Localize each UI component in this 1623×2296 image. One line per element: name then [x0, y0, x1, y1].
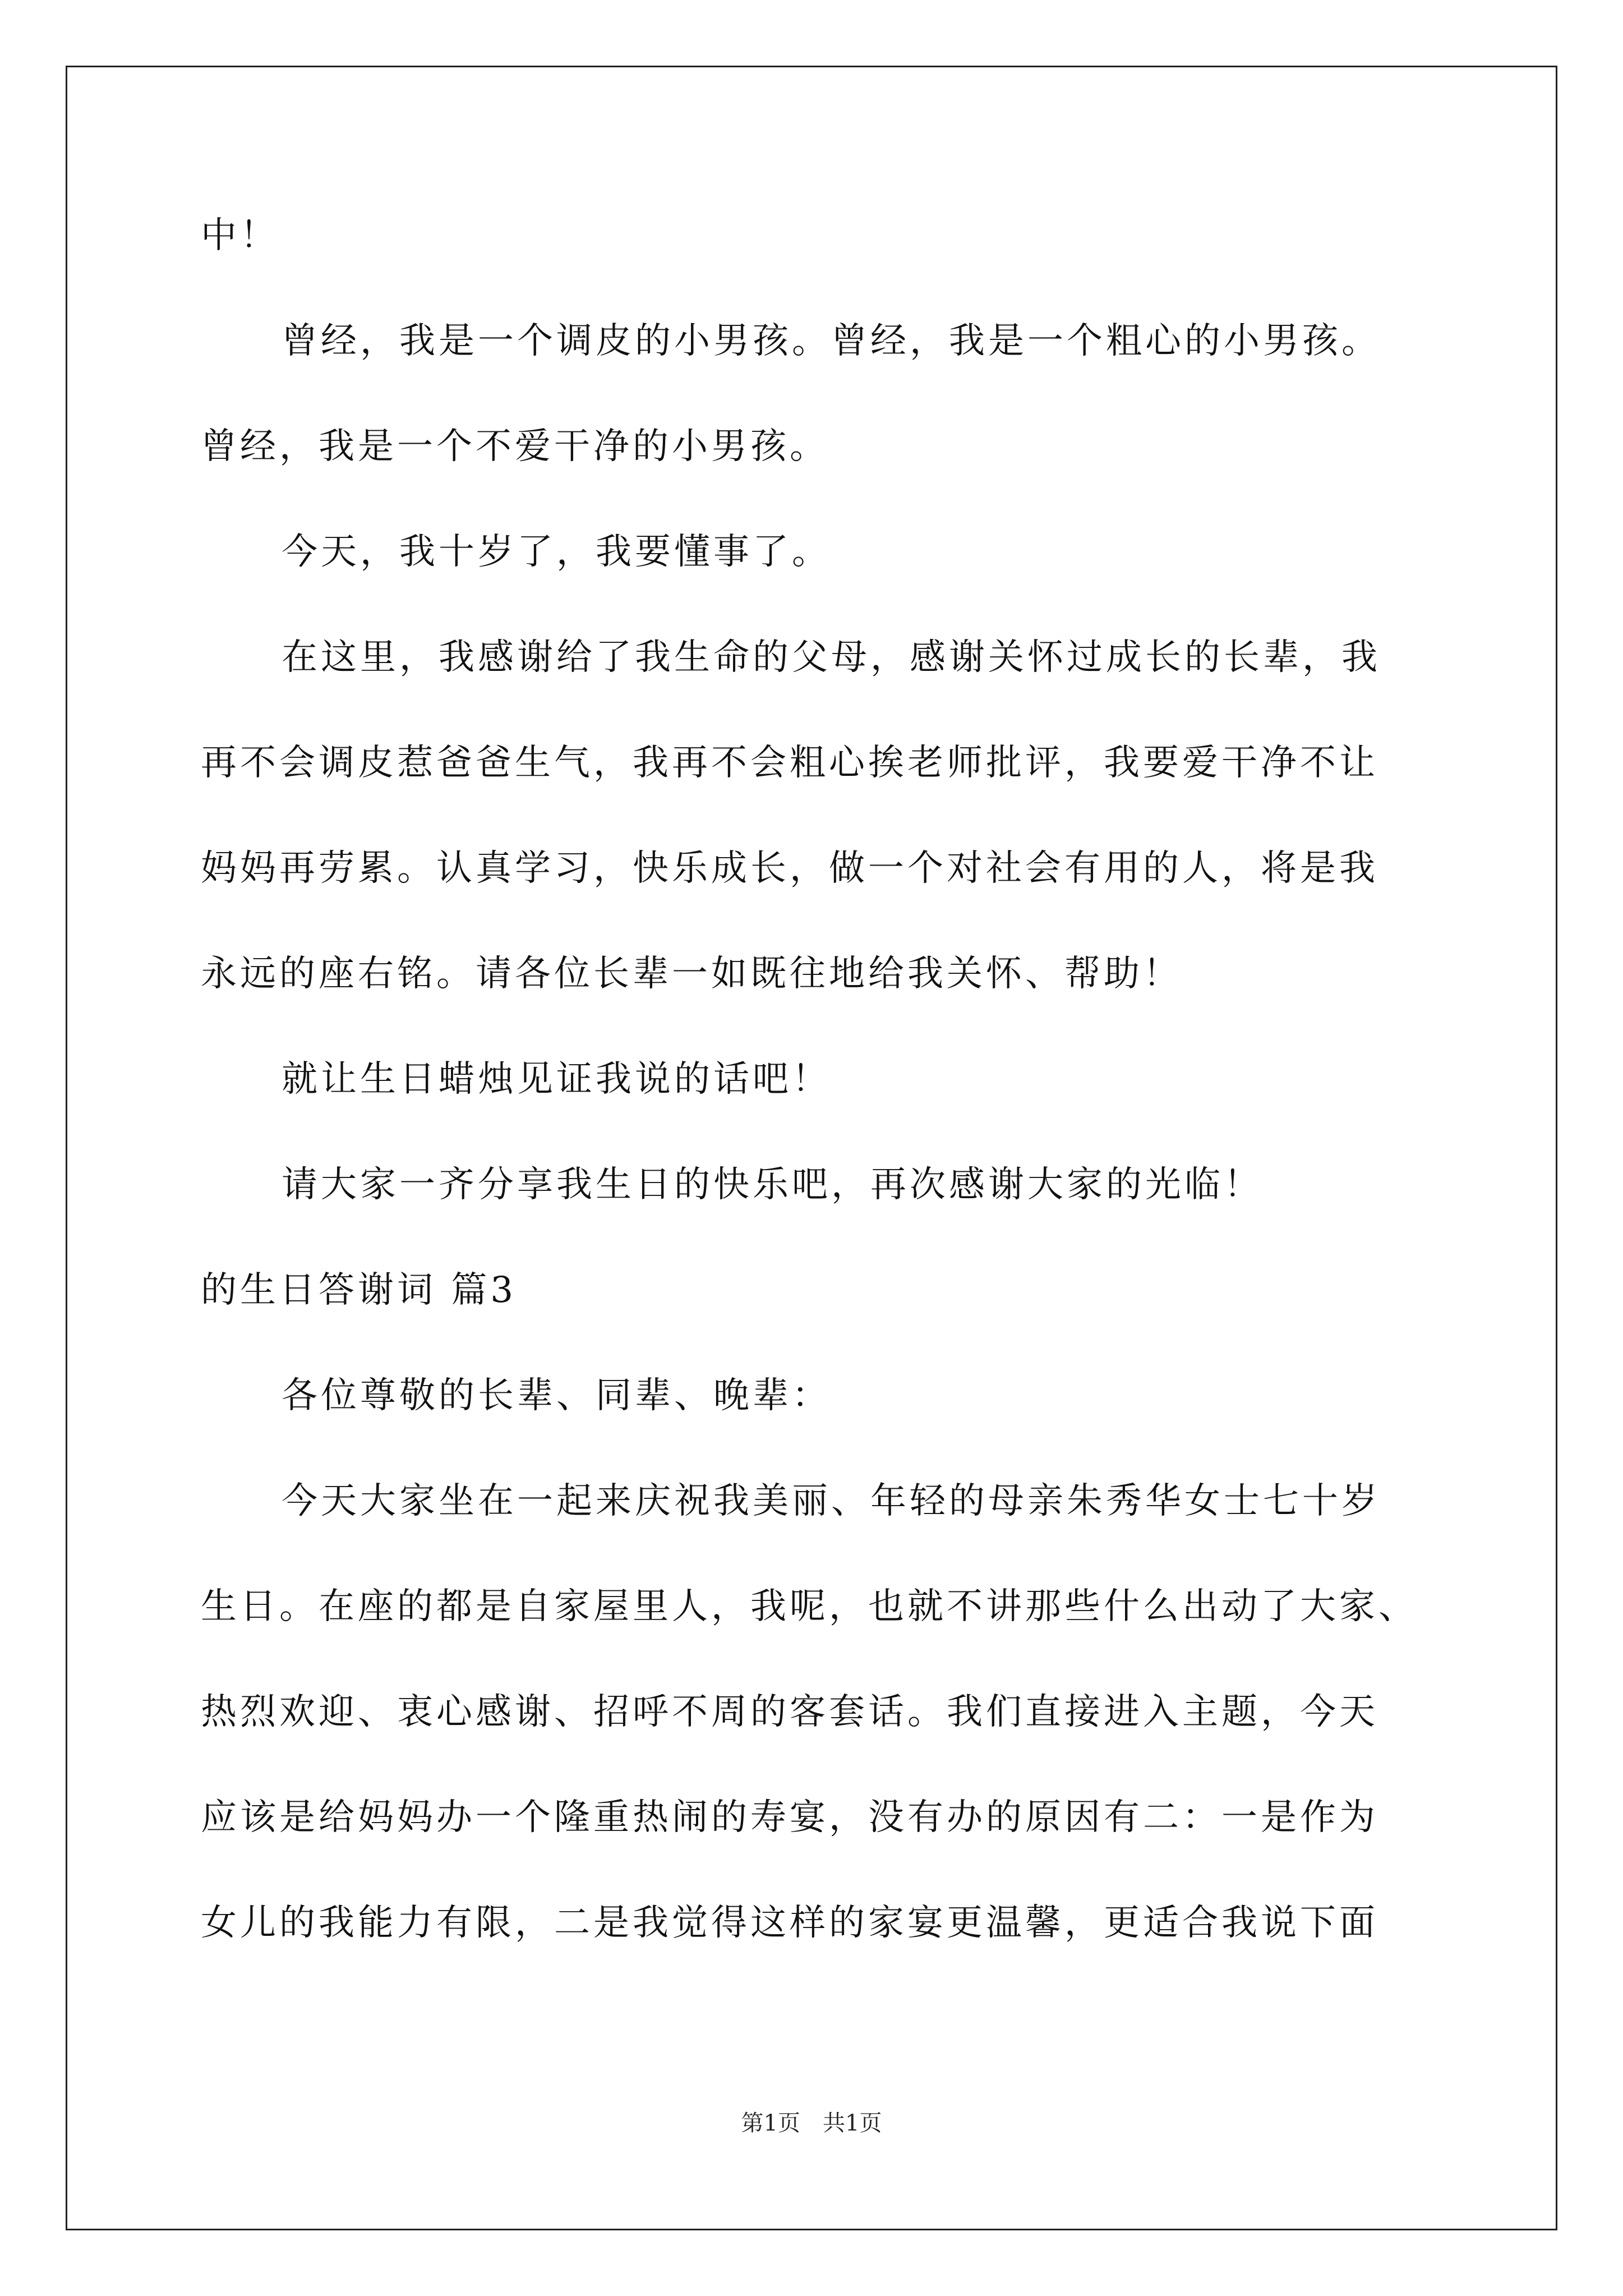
text-line: 女儿的我能力有限，二是我觉得这样的家宴更温馨，更适合我说下面: [201, 1902, 1378, 1944]
text-line: 永远的座右铭。请各位长辈一如既往地给我关怀、帮助！: [201, 953, 1182, 995]
section-heading: 的生日答谢词 篇3: [201, 1269, 517, 1311]
paragraph-start-line: 各位尊敬的长辈、同辈、晚辈：: [282, 1375, 831, 1416]
paragraph-start-line: 请大家一齐分享我生日的快乐吧，再次感谢大家的光临！: [282, 1164, 1263, 1205]
paragraph-start-line: 在这里，我感谢给了我生命的父母，感谢关怀过成长的长辈，我: [282, 637, 1381, 678]
paragraph-start-line: 曾经，我是一个调皮的小男孩。曾经，我是一个粗心的小男孩。: [282, 320, 1381, 362]
text-line: 妈妈再劳累。认真学习，快乐成长，做一个对社会有用的人，将是我: [201, 848, 1378, 889]
text-line: 再不会调皮惹爸爸生气，我再不会粗心挨老师批评，我要爱干净不让: [201, 742, 1378, 784]
paragraph-start-line: 就让生日蜡烛见证我说的话吧！: [282, 1059, 831, 1100]
page-footer: 第1页 共1页: [741, 2110, 882, 2136]
paragraph-start-line: 今天，我十岁了，我要懂事了。: [282, 531, 831, 573]
text-line: 热烈欢迎、衷心感谢、招呼不周的客套话。我们直接进入主题，今天: [201, 1691, 1378, 1733]
text-line: 应该是给妈妈办一个隆重热闹的寿宴，没有办的原因有二：一是作为: [201, 1797, 1378, 1838]
paragraph-start-line: 今天大家坐在一起来庆祝我美丽、年轻的母亲朱秀华女士七十岁: [282, 1480, 1381, 1522]
text-line: 曾经，我是一个不爱干净的小男孩。: [201, 426, 829, 467]
text-line: 中！: [201, 215, 279, 256]
text-line: 生日。在座的都是自家屋里人，我呢，也就不讲那些什么出动了大家、: [201, 1586, 1418, 1627]
